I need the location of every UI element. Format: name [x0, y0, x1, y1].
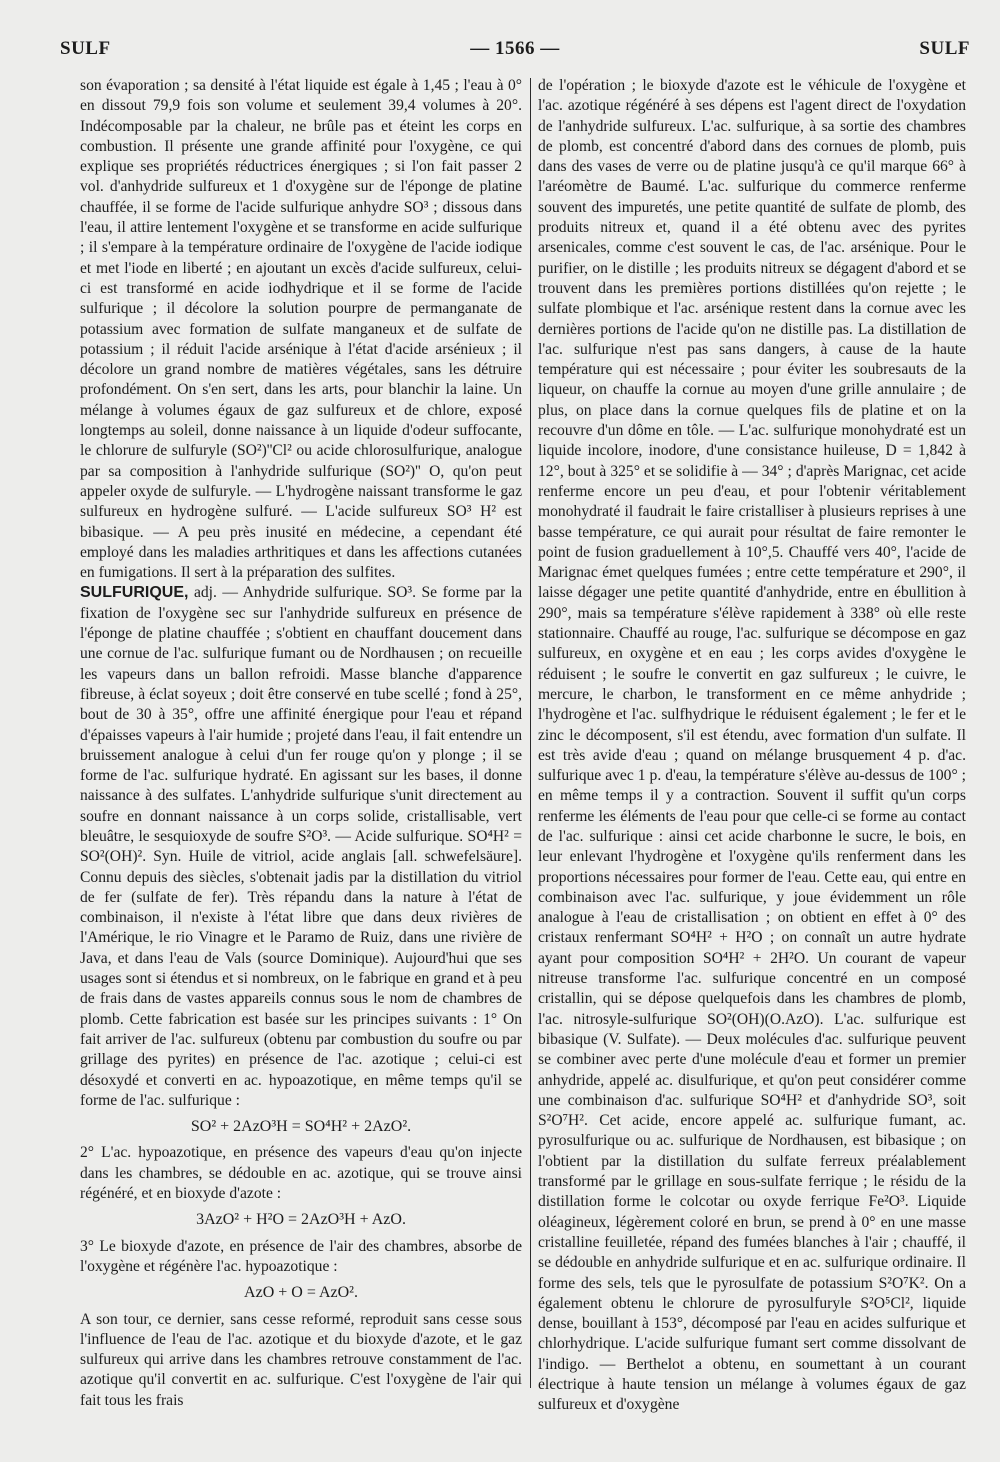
equation-3: AzO + O = AzO². [244, 1284, 358, 1302]
paragraph-right: de l'opération ; le bioxyde d'azote est le véhicule de l'oxygène et l'ac. azotique régénéré à ses dépens est l'agent direct de l'oxydation de l'anhydride sulfureux. L'ac. sulfurique, à sa sortie des chambres de plomb, est concentré d'abord dans des cornues de plomb, puis dans des vases de verre ou de platine jusqu'à ce qu'il marque 66° à l'aréomètre de Baumé. L'ac. sulfurique du commerce renferme souvent des impuretés, une petite quantité de sulfate de plomb, des produits nitreux et, quand il a été obtenu avec des pyrites arsenicales, comme c'est souvent le cas, de l'ac. arsénique. Pour le purifier, on le distille ; les produits nitreux se dégagent d'abord et se trouvent dans les premières portions distillées qu'on rejette ; le sulfate plombique et l'ac. arsénique restent dans la cornue avec les dernières portions de l'acide qu'on ne distille pas. La distillation de l'ac. sulfurique n'est pas sans dangers, à cause de la haute température qui est nécessaire ; pour éviter les soubresauts de la liqueur, on chauffe la cornue au moyen d'une grille annulaire ; de plus, on place dans la cornue quelques fils de platine et on la recouvre d'un dôme en tôle. — L'ac. sulfurique monohydraté est un liquide incolore, inodore, d'une consistance huileuse, D = 1,842 à 12°, bout à 325° et se solidifie à — 34° ; d'après Marignac, cet acide renferme encore un peu d'eau, et pour l'obtenir véritablement monohydraté il faudrait le faire cristalliser à plusieurs reprises à une basse température, ce qui aurait pour résultat de faire remonter le point de fusion graduellement à 10°,5. Chauffé vers 40°, l'acide de Marignac émet quelques fumées ; entre cette température et 290°, il laisse dégager une petite quantité d'anhydride, entre en ébullition à 290°, mais sa température s'élève rapidement à 338° où elle reste stationnaire. Chauffé au rouge, l'ac. sulfurique se décompose en gaz sulfureux, en oxygène et en eau ; les corps avides d'oxygène le réduisent ; le soufre le convertit en gaz sulfureux ; le cuivre, le mercure, le charbon, le transforment en ce même anhydride ; l'hydrogène et l'ac. sulfhydrique le réduisent également ; le fer et le zinc le décomposent, s'il est étendu, avec formation d'un sulfate. Il est très avide d'eau ; quand on mélange brusquement 4 p. d'ac. sulfurique avec 1 p. d'eau, la température s'élève au-dessus de 100° ; en même temps il y a contraction. Souvent il suffit qu'un corps renferme les éléments de l'eau pour que celle-ci se forme au contact de l'ac. sulfurique : ainsi cet acide charbonne le sucre, le bois, en leur enlevant l'hydrogène et l'oxygène qu'ils renferment dans les proportions nécessaires pour former de l'eau. Cette eau, qui entre en combinaison avec l'ac. sulfurique, y joue évidemment un rôle analogue à l'eau de cristallisation ; on obtient en effet à 0° des cristaux renfermant SO⁴H² + H²O ; on connaît un autre hydrate ayant pour composition SO⁴H² + 2H²O. Un courant de vapeur nitreuse transforme l'ac. sulfurique concentré en un composé cristallin, qui se dépose quelquefois dans les chambres de plomb, l'ac. nitrosyle-sulfurique SO²(OH)(O.AzO). L'ac. sulfurique est bibasique (V. Sulfate). — Deux molécules d'ac. sulfurique peuvent se combiner avec perte d'une molécule d'eau et former un premier anhydride, appelé ac. disulfurique, et qu'on peut considérer comme une combinaison d'ac. sulfurique SO⁴H² et d'anhydride SO³, soit S²O⁷H². Cet acide, encore appelé ac. sulfurique fumant, ac. pyrosulfurique ou ac. sulfurique de Nordhausen, est bibasique ; on l'obtient par la distillation du sulfate ferreux préalablement transformé par le grillage en sous-sulfate ferrique ; le résidu de la distillation forme le colcotar ou oxyde ferrique Fe²O³. Liquide oléagineux, légèrement coloré en brun, se prend à 0° en une masse cristalline feuilletée, répand des fumées blanches à l'air ; chauffé, il se dédouble en anhydride sulfurique et en ac. sulfurique ordinaire. Il forme des sels, tels que le pyrosulfate de potassium S²O⁷K². On a également obtenu le chlorure de pyrosulfuryle S²O⁵Cl², liquide dense, bouillant à 153°, décomposé par l'eau en acides sulfurique et chlorhydrique. L'acide sulfurique fumant sert comme dissolvant de l'indigo. — Berthelot a obtenu, en soumettant à un courant électrique à haute tension un mélange à volumes égaux de gaz sulfureux et d'oxygène [538, 77, 966, 1414]
paragraph-step-2: 2° L'ac. hypoazotique, en présence des vapeurs d'eau qu'on injecte dans les chambres, se dédouble en ac. azotique, qui se trouve ainsi régénéré, et en bioxyde d'azote : [80, 1144, 522, 1203]
entry-sulfurique [80, 583, 522, 1111]
headword-sulfurique: SULFURIQUE, [80, 584, 189, 602]
paragraph-conclusion: A son tour, ce dernier, sans cesse reformé, reproduit sans cesse sous l'influence de l'eau de l'ac. azotique et du bioxyde d'azote, et le gaz sulfureux qui arrive dans les chambres retrouve constamment de l'ac. azotique qu'il convertit en ac. sulfurique. C'est l'oxygène de l'air qui fait tous les frais [80, 1310, 522, 1409]
running-header [60, 38, 970, 70]
header-left-guideword: SULF [60, 38, 111, 59]
header-right-guideword: SULF [919, 38, 970, 59]
column-divider [530, 78, 531, 1388]
page-number: — 1566 — [470, 38, 560, 59]
equation-2: 3AzO² + H²O = 2AzO³H + AzO. [196, 1211, 406, 1229]
right-column [538, 76, 966, 1416]
entry-sulfurique-text: adj. — Anhydride sulfurique. SO³. Se forme par la fixation de l'oxygène sec sur l'anhydride sulfureux en présence de l'éponge de platine chauffée ; s'obtient en chauffant doucement dans une cornue de l'ac. sulfurique fumant ou de Nordhausen ; on recueille les vapeurs dans un ballon refroidi. Masse blanche d'apparence fibreuse, à éclat soyeux ; doit être conservé en tube scellé ; fond à 25°, bout de 30 à 35°, offre une affinité énergique pour l'eau et répand d'épaisses vapeurs à l'air humide ; projeté dans l'eau, il fait entendre un bruissement analogue à celui d'un fer rouge qu'on y plonge ; il se forme de l'ac. sulfurique hydraté. En agissant sur les bases, il donne naissance à des sulfates. L'anhydride sulfurique s'unit directement au soufre en donnant naissance à un corps solide, cristallisable, vert bleuâtre, le sesquioxyde de soufre S²O³. — Acide sulfurique. SO⁴H² = SO²(OH)². Syn. Huile de vitriol, acide anglais [all. schwefelsäure]. Connu depuis des siècles, s'obtenait jadis par la distillation du vitriol de fer (sulfate de fer). Très répandu dans la nature à l'état de combinaison, il n'existe à l'état libre que dans deux rivières de l'Amérique, le rio Vinagre et le Paramo de Ruiz, dans une rivière de Java, et dans l'eau de Vals (source Dominique). Aujourd'hui que ses usages sont si étendus et si nombreux, on le fabrique en grand et à peu de frais dans de vastes appareils connus sous le nom de chambres de plomb. Cette fabrication est basée sur les principes suivants : 1° On fait arriver de l'ac. sulfureux (obtenu par combustion du soufre ou par grillage des pyrites) en présence de l'ac. azotique ; celui-ci est désoxydé et converti en ac. hypoazotique, en même temps qu'il se forme de l'ac. sulfurique : [80, 584, 522, 1109]
paragraph-step-3: 3° Le bioxyde d'azote, en présence de l'air des chambres, absorbe de l'oxygène et régénère l'ac. hypoazotique : [80, 1237, 522, 1275]
equation-1: SO² + 2AzO³H = SO⁴H² + 2AzO². [190, 1118, 412, 1136]
paragraph-sulfureux-end: son évaporation ; sa densité à l'état liquide est égale à 1,45 ; l'eau à 0° en dissout 79,9 fois son volume et seulement 39,4 volumes à 20°. Indécomposable par la chaleur, ne brûle pas et éteint les corps en combustion. Il présente une grande affinité pour l'oxygène, ce qui explique ses propriétés réductrices énergiques ; si l'on fait passer 2 vol. d'anhydride sulfureux et 1 d'oxygène sur de l'éponge de platine chauffée, il se forme de l'acide sulfurique anhydre SO³ ; dissous dans l'eau, il attire lentement l'oxygène et se transforme en acide sulfurique ; il s'empare à la température ordinaire de l'oxygène de l'acide iodique et met l'iode en liberté ; en ajoutant un excès d'acide sulfureux, celui-ci est transformé en acide iodhydrique et il se forme de l'acide sulfurique ; il décolore la solution pourpre de permanganate de potassium avec formation de sulfate manganeux et de sulfate de potassium ; il réduit l'acide arsénique à l'état d'acide arsénieux ; il décolore un grand nombre de matières végétales, sans les détruire profondément. On s'en sert, dans les arts, pour blanchir la laine. Un mélange à volumes égaux de gaz sulfureux et de chlore, exposé longtemps au soleil, donne naissance à un liquide d'odeur suffocante, le chlorure de sulfuryle (SO²)''Cl² ou acide chlorosulfurique, analogue par sa composition à l'anhydride sulfurique (SO²)'' O, qu'on peut appeler oxyde de sulfuryle. — L'hydrogène naissant transforme le gaz sulfureux en hydrogène sulfuré. — L'acide sulfureux SO³ H² est bibasique. — A peu près inusité en médecine, a cependant été employé dans les maladies arthritiques et dans les affections cutanées en fumigations. Il sert à la préparation des sulfites. [80, 77, 522, 582]
left-column [80, 76, 522, 1416]
